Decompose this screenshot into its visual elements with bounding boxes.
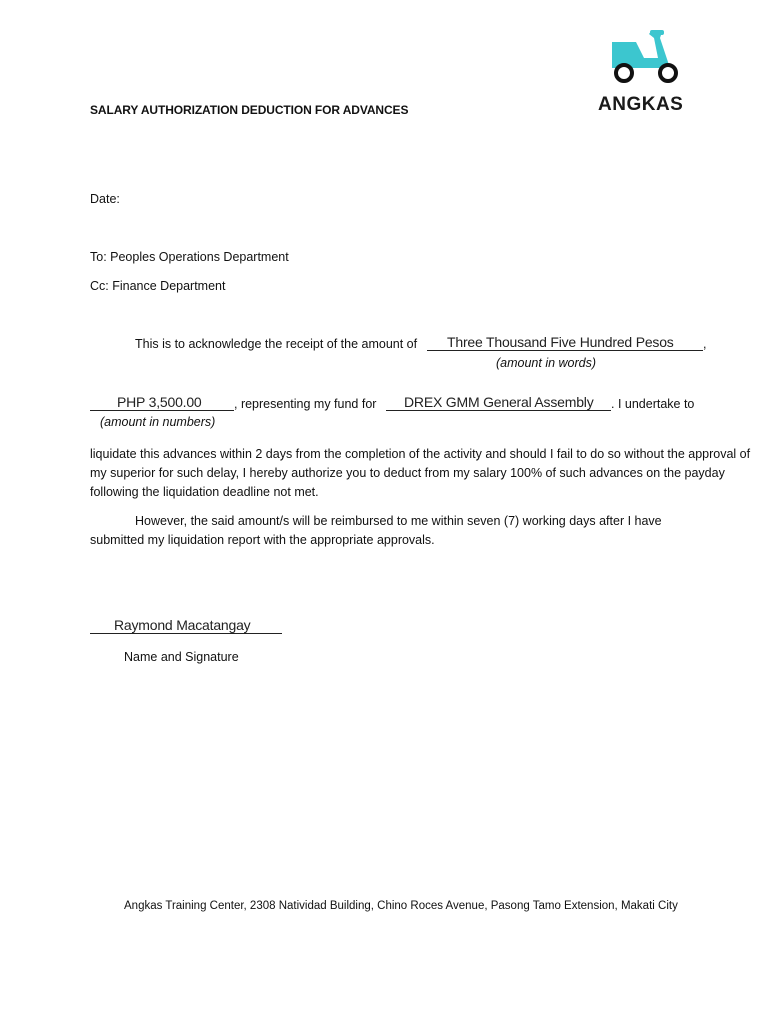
body-paragraph: liquidate this advances within 2 days from the completion of the activity and should I fail to do so without the approval of my superior for such delay, I hereby authorize you to deduct from my salary 100% of such advances on the payday following the liquidation deadline not met. (90, 447, 751, 499)
however-first-line: However, the said amount/s will be reimbursed to me within seven (7) working days after I have (135, 514, 662, 528)
ack-prefix: This is to acknowledge the receipt of the amount of (135, 337, 418, 351)
ack-suffix: , (703, 337, 707, 351)
amount-numbers-hint: (amount in numbers) (100, 415, 216, 429)
purpose-blank (386, 394, 611, 416)
amount-numbers-value: PHP 3,500.00 (117, 394, 202, 410)
to-line: To: Peoples Operations Department (90, 250, 289, 264)
amount-words-hint: (amount in words) (496, 356, 597, 370)
date-label: Date: (90, 192, 120, 206)
amount-words-underline (427, 334, 703, 351)
cc-line: Cc: Finance Department (90, 279, 226, 293)
fund-suffix: . I undertake to (611, 397, 695, 411)
purpose-underline (386, 394, 611, 411)
signature-label: Name and Signature (124, 650, 239, 664)
purpose-value: DREX GMM General Assembly (404, 394, 594, 410)
amount-words-blank (427, 334, 703, 356)
signature-name: Raymond Macatangay (114, 617, 251, 633)
footer-address: Angkas Training Center, 2308 Natividad Building, Chino Roces Avenue, Pasong Tamo Extension, Makati City (124, 900, 678, 912)
scooter-icon (602, 28, 684, 88)
amount-words-value: Three Thousand Five Hundred Pesos (447, 334, 674, 350)
document-title: SALARY AUTHORIZATION DEDUCTION FOR ADVANCES (90, 103, 409, 117)
signature-underline (90, 617, 282, 634)
signature-blank (90, 617, 282, 639)
amount-numbers-underline (90, 394, 234, 411)
fund-middle: , representing my fund for (234, 397, 377, 411)
however-second-line: submitted my liquidation report with the appropriate approvals. (90, 533, 435, 547)
amount-numbers-blank (90, 394, 234, 416)
logo-wordmark: ANGKAS (598, 94, 684, 115)
